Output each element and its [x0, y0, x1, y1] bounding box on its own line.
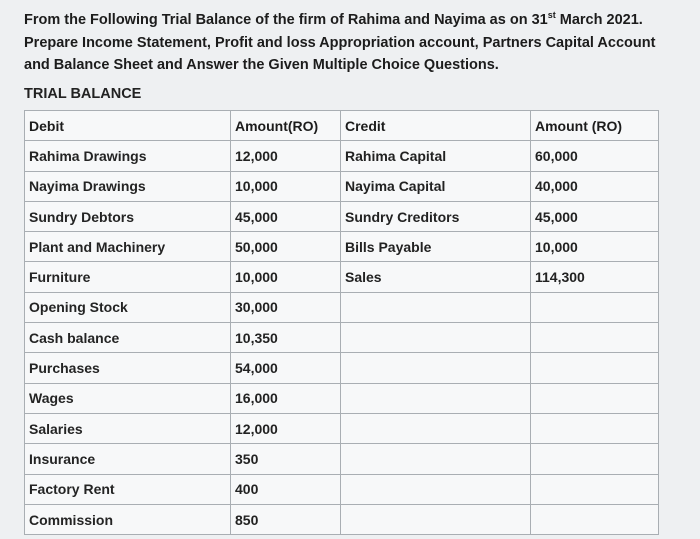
credit-amount: 45,000	[531, 201, 659, 231]
debit-amount: 12,000	[231, 413, 341, 443]
debit-name: Cash balance	[25, 323, 231, 353]
debit-amount: 10,000	[231, 171, 341, 201]
table-row	[25, 171, 659, 201]
debit-amount: 12,000	[231, 141, 341, 171]
table-row	[25, 504, 659, 534]
credit-header: Credit	[341, 111, 531, 141]
debit-amount: 45,000	[231, 201, 341, 231]
debit-header: Debit	[25, 111, 231, 141]
debit-name: Nayima Drawings	[25, 171, 231, 201]
table-row	[25, 383, 659, 413]
credit-name-empty	[341, 383, 531, 413]
table-header-row	[25, 111, 659, 141]
debit-name: Opening Stock	[25, 292, 231, 322]
debit-name: Plant and Machinery	[25, 232, 231, 262]
debit-amount: 54,000	[231, 353, 341, 383]
question-prompt	[24, 9, 684, 77]
debit-name: Furniture	[25, 262, 231, 292]
credit-amount: 114,300	[531, 262, 659, 292]
credit-amount-empty	[531, 323, 659, 353]
table-row	[25, 232, 659, 262]
credit-name-empty	[341, 413, 531, 443]
prompt-line-2: Prepare Income Statement, Profit and loss Appropriation account, Partners Capital Account	[24, 34, 656, 51]
credit-amount-empty	[531, 474, 659, 504]
table-row	[25, 413, 659, 443]
credit-name-empty	[341, 474, 531, 504]
debit-name: Factory Rent	[25, 474, 231, 504]
credit-amount-empty	[531, 444, 659, 474]
table-row	[25, 262, 659, 292]
credit-name-empty	[341, 504, 531, 534]
debit-amount: 16,000	[231, 383, 341, 413]
credit-name-empty	[341, 444, 531, 474]
credit-amount-empty	[531, 413, 659, 443]
prompt-ordinal-suffix: st	[547, 10, 556, 21]
table-row	[25, 474, 659, 504]
credit-name-empty	[341, 353, 531, 383]
debit-name: Commission	[25, 504, 231, 534]
trial-balance-table	[24, 110, 659, 535]
debit-amount: 10,000	[231, 262, 341, 292]
credit-amount-empty	[531, 504, 659, 534]
debit-name: Sundry Debtors	[25, 201, 231, 231]
credit-name-empty	[341, 292, 531, 322]
credit-amount-empty	[531, 353, 659, 383]
prompt-line-1-text: From the Following Trial Balance of the firm of Rahima and Nayima as on 31	[24, 12, 548, 28]
credit-amount: 40,000	[531, 171, 659, 201]
credit-name-empty	[341, 323, 531, 353]
table-row	[25, 141, 659, 171]
debit-amount: 850	[231, 504, 341, 534]
debit-name: Purchases	[25, 353, 231, 383]
table-row	[25, 444, 659, 474]
debit-name: Rahima Drawings	[25, 141, 231, 171]
debit-name: Insurance	[25, 444, 231, 474]
credit-amount-empty	[531, 383, 659, 413]
debit-name: Salaries	[25, 413, 231, 443]
credit-name: Bills Payable	[341, 232, 531, 262]
debit-name: Wages	[25, 383, 231, 413]
table-row	[25, 292, 659, 322]
debit-amount: 350	[231, 444, 341, 474]
debit-amount: 10,350	[231, 323, 341, 353]
credit-amount: 10,000	[531, 232, 659, 262]
credit-name: Sundry Creditors	[341, 201, 531, 231]
credit-amount-header: Amount (RO)	[531, 111, 659, 141]
credit-amount: 60,000	[531, 141, 659, 171]
credit-name: Nayima Capital	[341, 171, 531, 201]
prompt-line-3: and Balance Sheet and Answer the Given Multiple Choice Questions.	[24, 57, 499, 73]
debit-amount-header: Amount(RO)	[231, 111, 341, 141]
debit-amount: 50,000	[231, 232, 341, 262]
debit-amount: 400	[231, 474, 341, 504]
prompt-line-1	[24, 9, 684, 32]
table-row	[25, 201, 659, 231]
credit-name: Sales	[341, 262, 531, 292]
debit-amount: 30,000	[231, 292, 341, 322]
credit-amount-empty	[531, 292, 659, 322]
trial-balance-title: TRIAL BALANCE	[24, 86, 142, 102]
credit-name: Rahima Capital	[341, 141, 531, 171]
table-row	[25, 353, 659, 383]
table-row	[25, 323, 659, 353]
prompt-line-1-end: March 2021.	[555, 12, 643, 28]
